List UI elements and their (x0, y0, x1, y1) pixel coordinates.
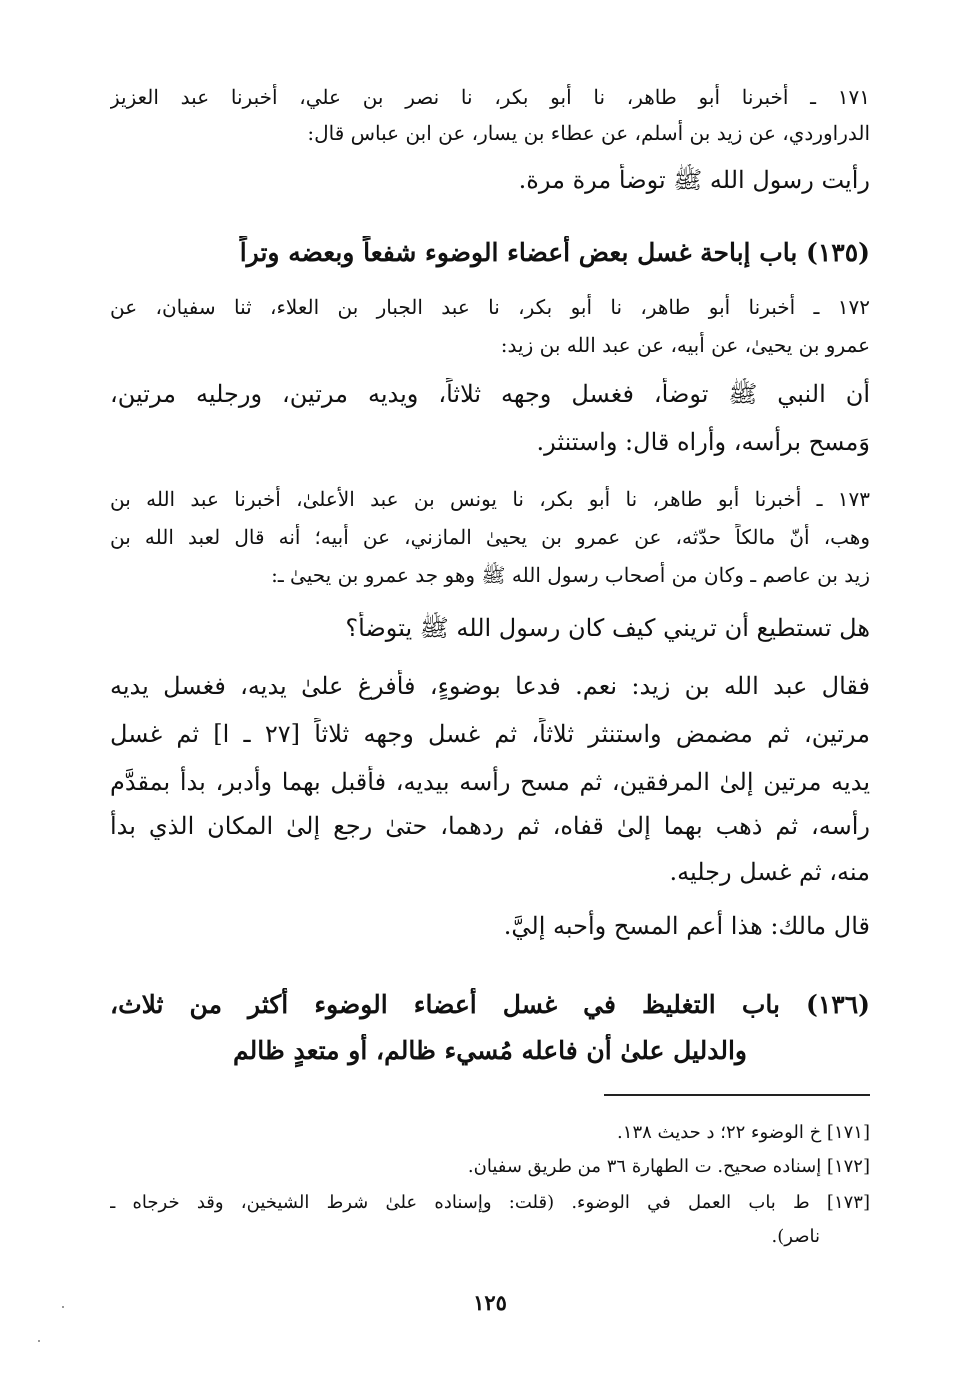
scan-speck (38, 1340, 40, 1342)
hadith-171-isnad-line-1: ١٧١ ـ أخبرنا أبو طاهر، نا أبو بكر، نا نصر بن علي، أخبرنا عبد العزيز (110, 85, 870, 109)
scan-speck (62, 1306, 64, 1308)
chapter-136-heading-line-2: والدليل علىٰ أن فاعله مُسيء ظالم، أو متعدٍ ظالم (232, 1036, 747, 1065)
hadith-172-isnad-line-2: عمرو بن يحيىٰ، عن أبيه، عن عبد الله بن زيد: (500, 333, 870, 357)
footnote-171: [١٧١] خ الوضوء ٢٢؛ د حديث ١٣٨. (617, 1122, 870, 1143)
page-number: ١٢٥ (473, 1290, 507, 1315)
hadith-171-isnad-line-2: الدراوردي، عن زيد بن أسلم، عن عطاء بن يسار، عن ابن عباس قال: (307, 121, 870, 145)
hadith-173-isnad-line-3: زيد بن عاصم ـ وكان من أصحاب رسول الله ﷺ وهو جد عمرو بن يحيىٰ ـ: (271, 563, 870, 587)
hadith-173-paragraph-line-3: يديه مرتين إلىٰ المرفقين، ثم مسح رأسه بيديه، فأقبل بهما وأدبر، بدأ بمقدَّم (110, 768, 870, 796)
book-page (110, 0, 870, 1377)
footnote-separator (604, 1094, 870, 1096)
hadith-172-matn-line-1: أن النبي ﷺ توضأ، فغسل وجهه ثلاثاً، ويديه مرتين، ورجليه مرتين، (110, 380, 870, 408)
hadith-172-matn-line-2: وَمسح برأسه، وأراه قال: واستنثر. (536, 428, 870, 456)
footnote-172: [١٧٢] إسناده صحيح. ت الطهارة ٣٦ من طريق سفيان. (467, 1156, 870, 1177)
hadith-173-paragraph-line-4: رأسه، ثم ذهب بهما إلىٰ قفاه، ثم ردهما، حتىٰ رجع إلىٰ المكان الذي بدأ (110, 812, 870, 840)
hadith-173-isnad-line-2: وهب، أنّ مالكاً حدّثه، عن عمرو بن يحيىٰ المازني، عن أبيه؛ أنه قال لعبد الله بن (110, 525, 870, 549)
hadith-173-paragraph-line-1: فقال عبد الله بن زيد: نعم. فدعا بوضوءٍ، فأفرغ علىٰ يديه، فغسل يديه (110, 672, 870, 700)
footnote-173-line-1: [١٧٣] ط باب العمل في الوضوء. (قلت: وإسناده علىٰ شرط الشيخين، وقد خرجاه ـ (110, 1192, 870, 1213)
malik-statement: قال مالك: هذا أعم المسح وأحبه إليَّ. (503, 912, 870, 940)
chapter-136-heading-line-1: (١٣٦) باب التغليظ في غسل أعضاء الوضوء أكثر من ثلاث، (110, 990, 870, 1019)
hadith-172-isnad-line-1: ١٧٢ ـ أخبرنا أبو طاهر، نا أبو بكر، نا عبد الجبار بن العلاء، ثنا سفيان، عن (110, 295, 870, 319)
hadith-171-matn: رأيت رسول الله ﷺ توضأ مرة مرة. (518, 166, 870, 194)
footnote-173-line-2: ناصر). (771, 1226, 820, 1247)
chapter-135-heading: (١٣٥) باب إباحة غسل بعض أعضاء الوضوء شفعاً وبعضه وتراً (239, 238, 870, 267)
hadith-173-question: هل تستطيع أن تريني كيف كان رسول الله ﷺ يتوضأ؟ (345, 614, 870, 642)
hadith-173-isnad-line-1: ١٧٣ ـ أخبرنا أبو طاهر، نا أبو بكر، نا يونس بن عبد الأعلىٰ، أخبرنا عبد الله بن (110, 487, 870, 511)
hadith-173-paragraph-line-2: مرتين، ثم مضمض واستنثر ثلاثاً، ثم غسل وجهه ثلاثاً [٢٧ ـ ا] ثم غسل (110, 720, 870, 748)
hadith-173-paragraph-line-5: منه، ثم غسل رجليه. (669, 858, 870, 886)
